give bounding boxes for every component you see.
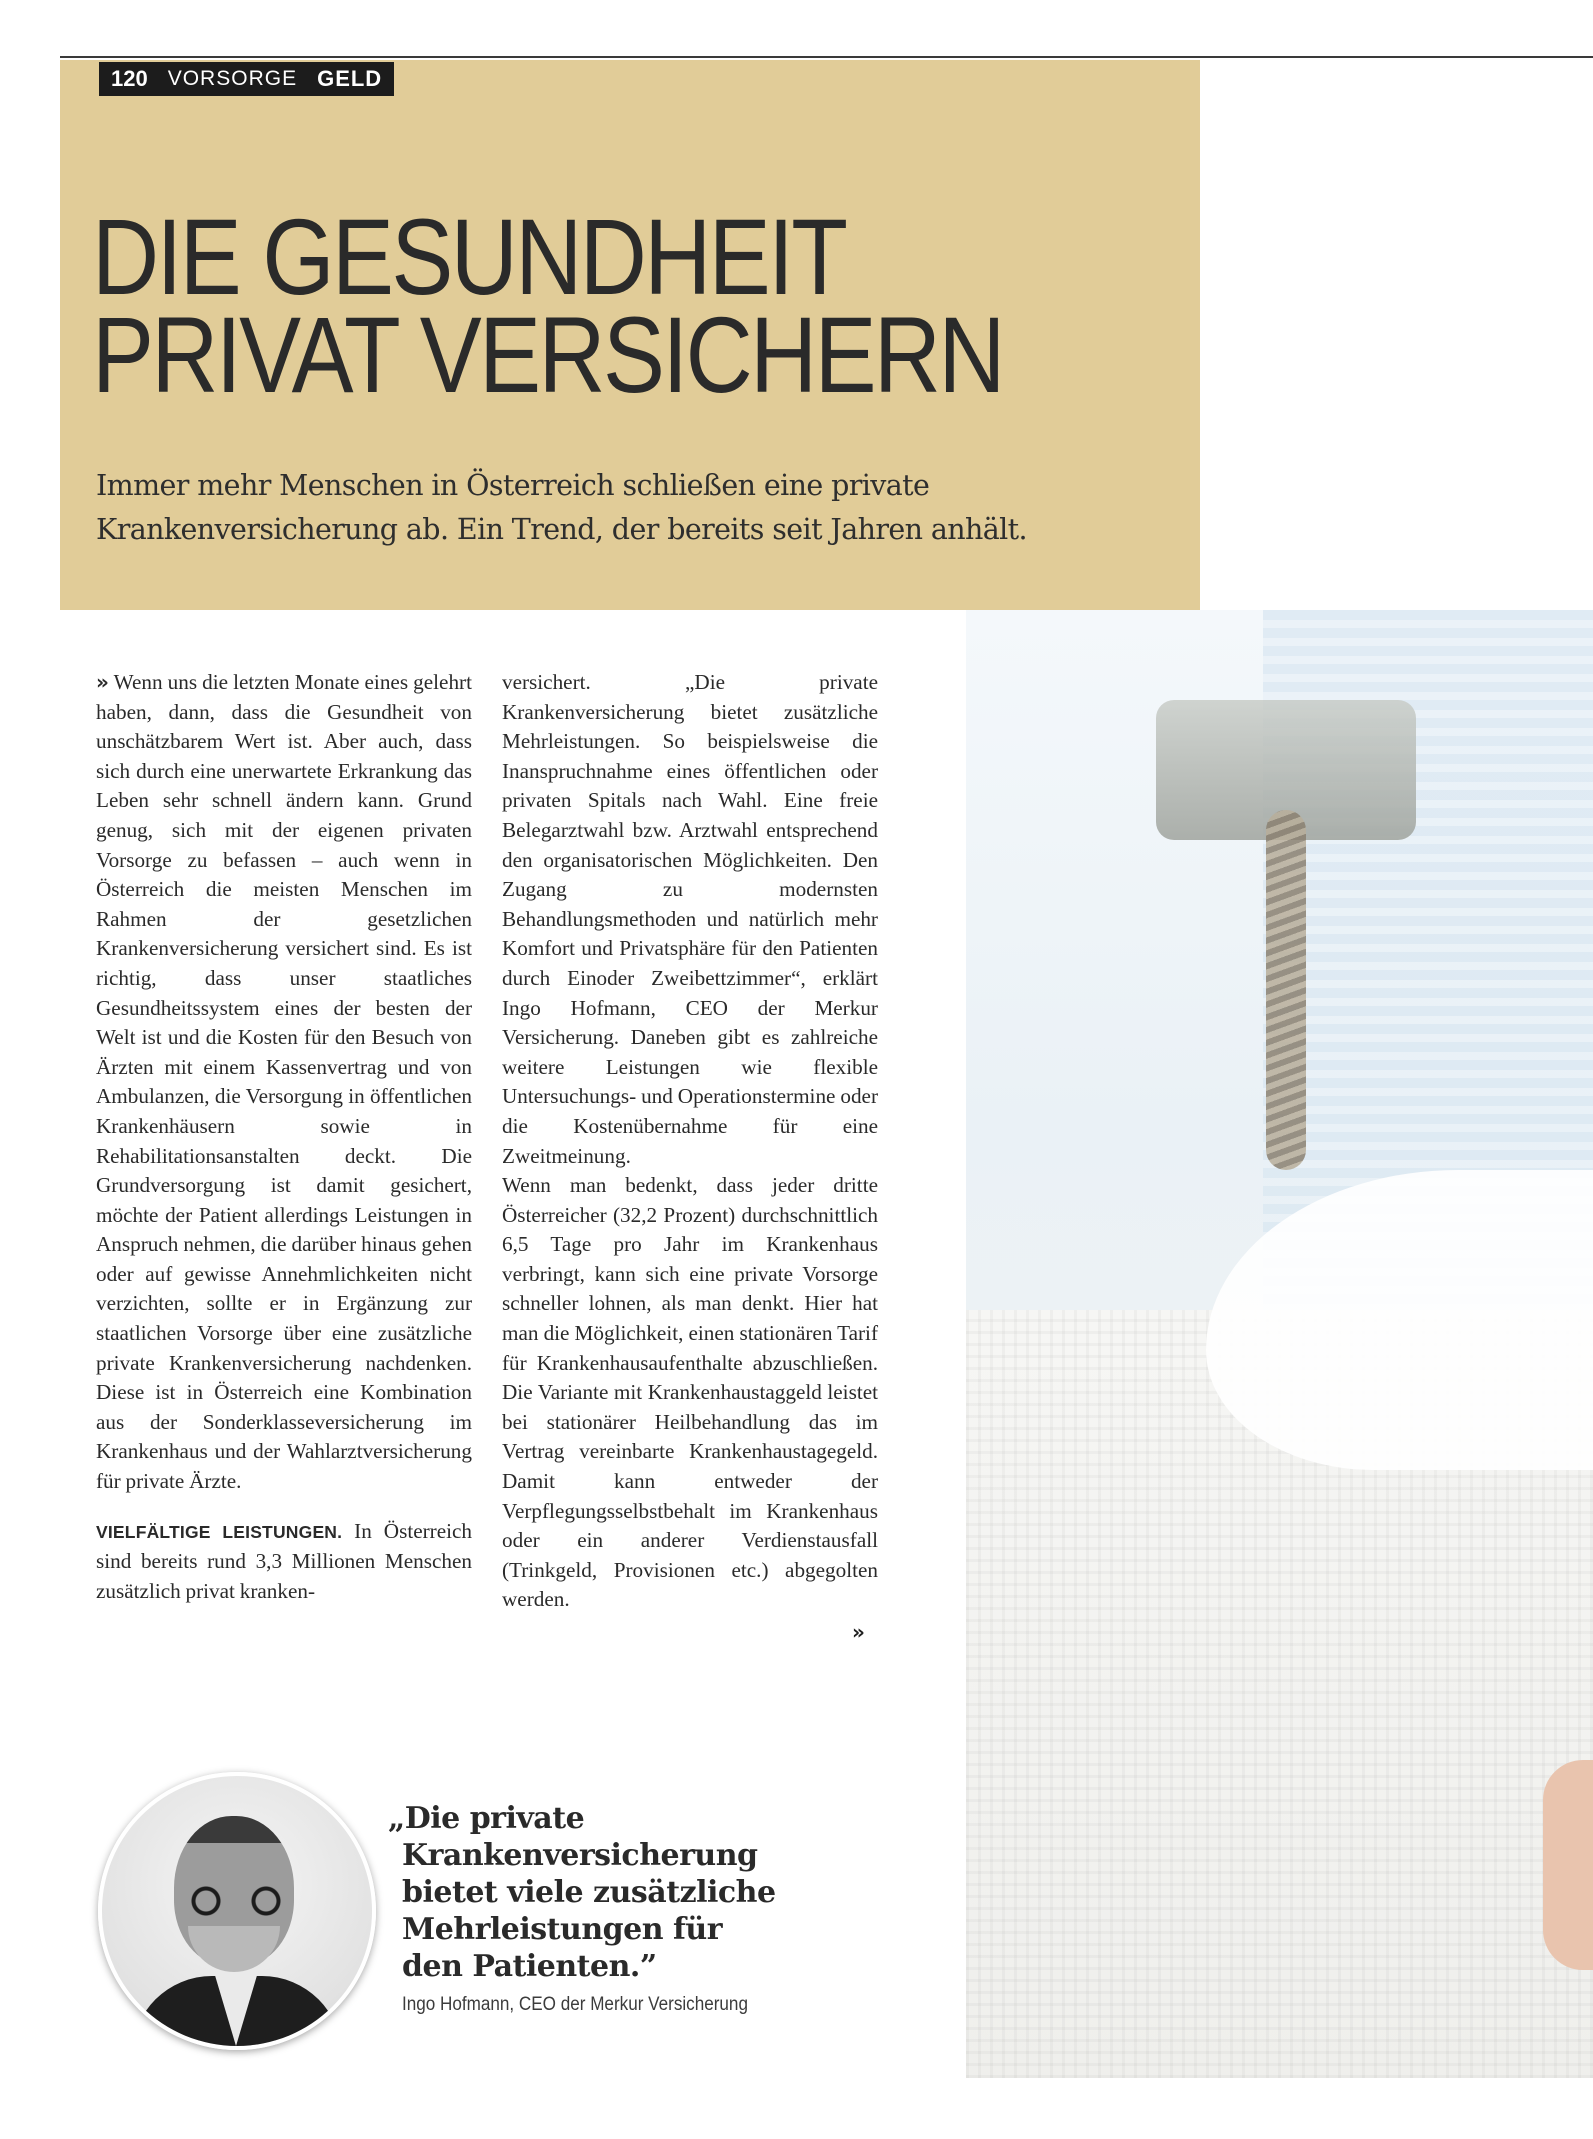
subheading: VIELFÄLTIGE LEISTUNGEN. (96, 1521, 343, 1542)
quote-credit: Ingo Hofmann, CEO der Merkur Versicherung (402, 1994, 748, 2015)
section-tag (99, 62, 394, 96)
title-line-1: DIE GESUNDHEIT (92, 196, 846, 317)
deck-line-1: Immer mehr Menschen in Österreich schließen eine private (96, 469, 930, 502)
portrait-glasses (182, 1886, 290, 1916)
hospital-bed-photo (966, 610, 1593, 2078)
author-portrait (98, 1772, 376, 2050)
pull-quote (388, 1800, 908, 1985)
deck-line-2: Krankenversicherung ab. Ein Trend, der bereits seit Jahren anhält. (96, 513, 1027, 546)
continue-mark: » (852, 1620, 865, 1644)
paragraph-4: Wenn man bedenkt, dass jeder dritte Österreicher (32,2 Prozent) durchschnittlich 6,5 Tage pro Jahr im Krankenhaus verbringt, kann sich eine private Vorsorge schneller lohnen, als man denkt. Hier hat man die Möglichkeit, einen stationären Tarif für Krankenhausaufenthalte abzuschließen. Die Variante mit Krankenhaustaggeld leistet bei stationärer Heilbehandlung das im Vertrag vereinbarte Krankenhaustagegeld. Damit kann entweder der Verpflegungsselbstbehalt im Krankenhaus oder ein anderer Verdienstausfall (Trinkgeld, Provisionen etc.) abgegolten werden. (502, 1173, 878, 1612)
deck-text (96, 464, 1176, 552)
category-label: GELD (317, 66, 383, 91)
paragraph-3: versichert. „Die private Krankenversicherung bietet zusätzliche Mehrleistungen. So beispielsweise die Inanspruchnahme eines öffentlichen oder privaten Spitals nach Wahl. Eine freie Belegarztwahl bzw. Arztwahl entsprechend den organisatorischen Möglichkeiten. Den Zugang zu modernsten Behandlungsmethoden und natürlich mehr Komfort und Privatsphäre für den Patienten durch Einoder Zweibettzimmer“, erklärt Ingo Hofmann, CEO der Merkur Versicherung. Daneben gibt es zahlreiche weitere Leistungen wie flexible Untersuchungs- und Operationstermine oder die Kostenübernahme für eine Zweitmeinung. (502, 670, 878, 1168)
paragraph-1-text: Wenn uns die letzten Monate eines gelehrt haben, dann, dass die Gesundheit von unschätzbarem Wert ist. Aber auch, dass sich durch eine unerwartete Erkrankung das Leben sehr schnell ändern kann. Grund genug, sich mit der eigenen privaten Vorsorge zu befassen – auch wenn in Österreich die meisten Menschen im Rahmen der gesetzlichen Krankenversicherung versichert sind. Es ist richtig, dass unser staatliches Gesundheitssystem eines der besten der Welt ist und die Kosten für den Besuch von Ärzten mit einem Kassenvertrag und von Ambulanzen, die Versorgung in öffentlichen Krankenhäusern sowie in Rehabilitationsanstalten deckt. Die Grundversorgung ist damit gesichert, möchte der Patient allerdings Leistungen in Anspruch nehmen, die darüber hinaus gehen oder auf gewisse Annehmlichkeiten nicht verzichten, sollte er in Ergänzung zur staatlichen Vorsorge über eine zusätzliche private Krankenversicherung nachdenken. Diese ist in Österreich eine Kombination aus der Sonderklasseversicherung im Krankenhaus und der Wahlarztversicherung für private Ärzte. (96, 670, 472, 1494)
spacer (96, 1497, 472, 1517)
page-title (92, 196, 1004, 415)
article-column-2 (502, 668, 878, 1615)
page-number: 120 (111, 66, 148, 91)
portrait-beard (188, 1926, 280, 1972)
paragraph-intro (96, 668, 472, 1497)
pull-quote-line-4: Mehrleistungen für (402, 1912, 723, 1947)
pull-quote-line-5: den Patienten.” (402, 1949, 657, 1984)
photo-hand (1543, 1760, 1593, 1970)
pull-quote-line-2: Krankenversicherung (402, 1838, 758, 1873)
photo-cable (1266, 810, 1306, 1170)
paragraph-subhead (96, 1517, 472, 1607)
paragraph-2-text: In Österreich sind bereits rund 3,3 Millionen Menschen zusätzlich privat kranken- (96, 1518, 473, 1603)
pull-quote-line-3: bietet viele zusätzliche (402, 1875, 776, 1910)
top-rule (60, 56, 1593, 58)
pull-quote-line-1: „Die private (388, 1801, 585, 1836)
section-label: VORSORGE (167, 67, 298, 90)
article-column-1 (96, 668, 472, 1606)
title-line-2: PRIVAT VERSICHERN (92, 294, 1003, 415)
open-quote-mark: » (96, 670, 109, 694)
